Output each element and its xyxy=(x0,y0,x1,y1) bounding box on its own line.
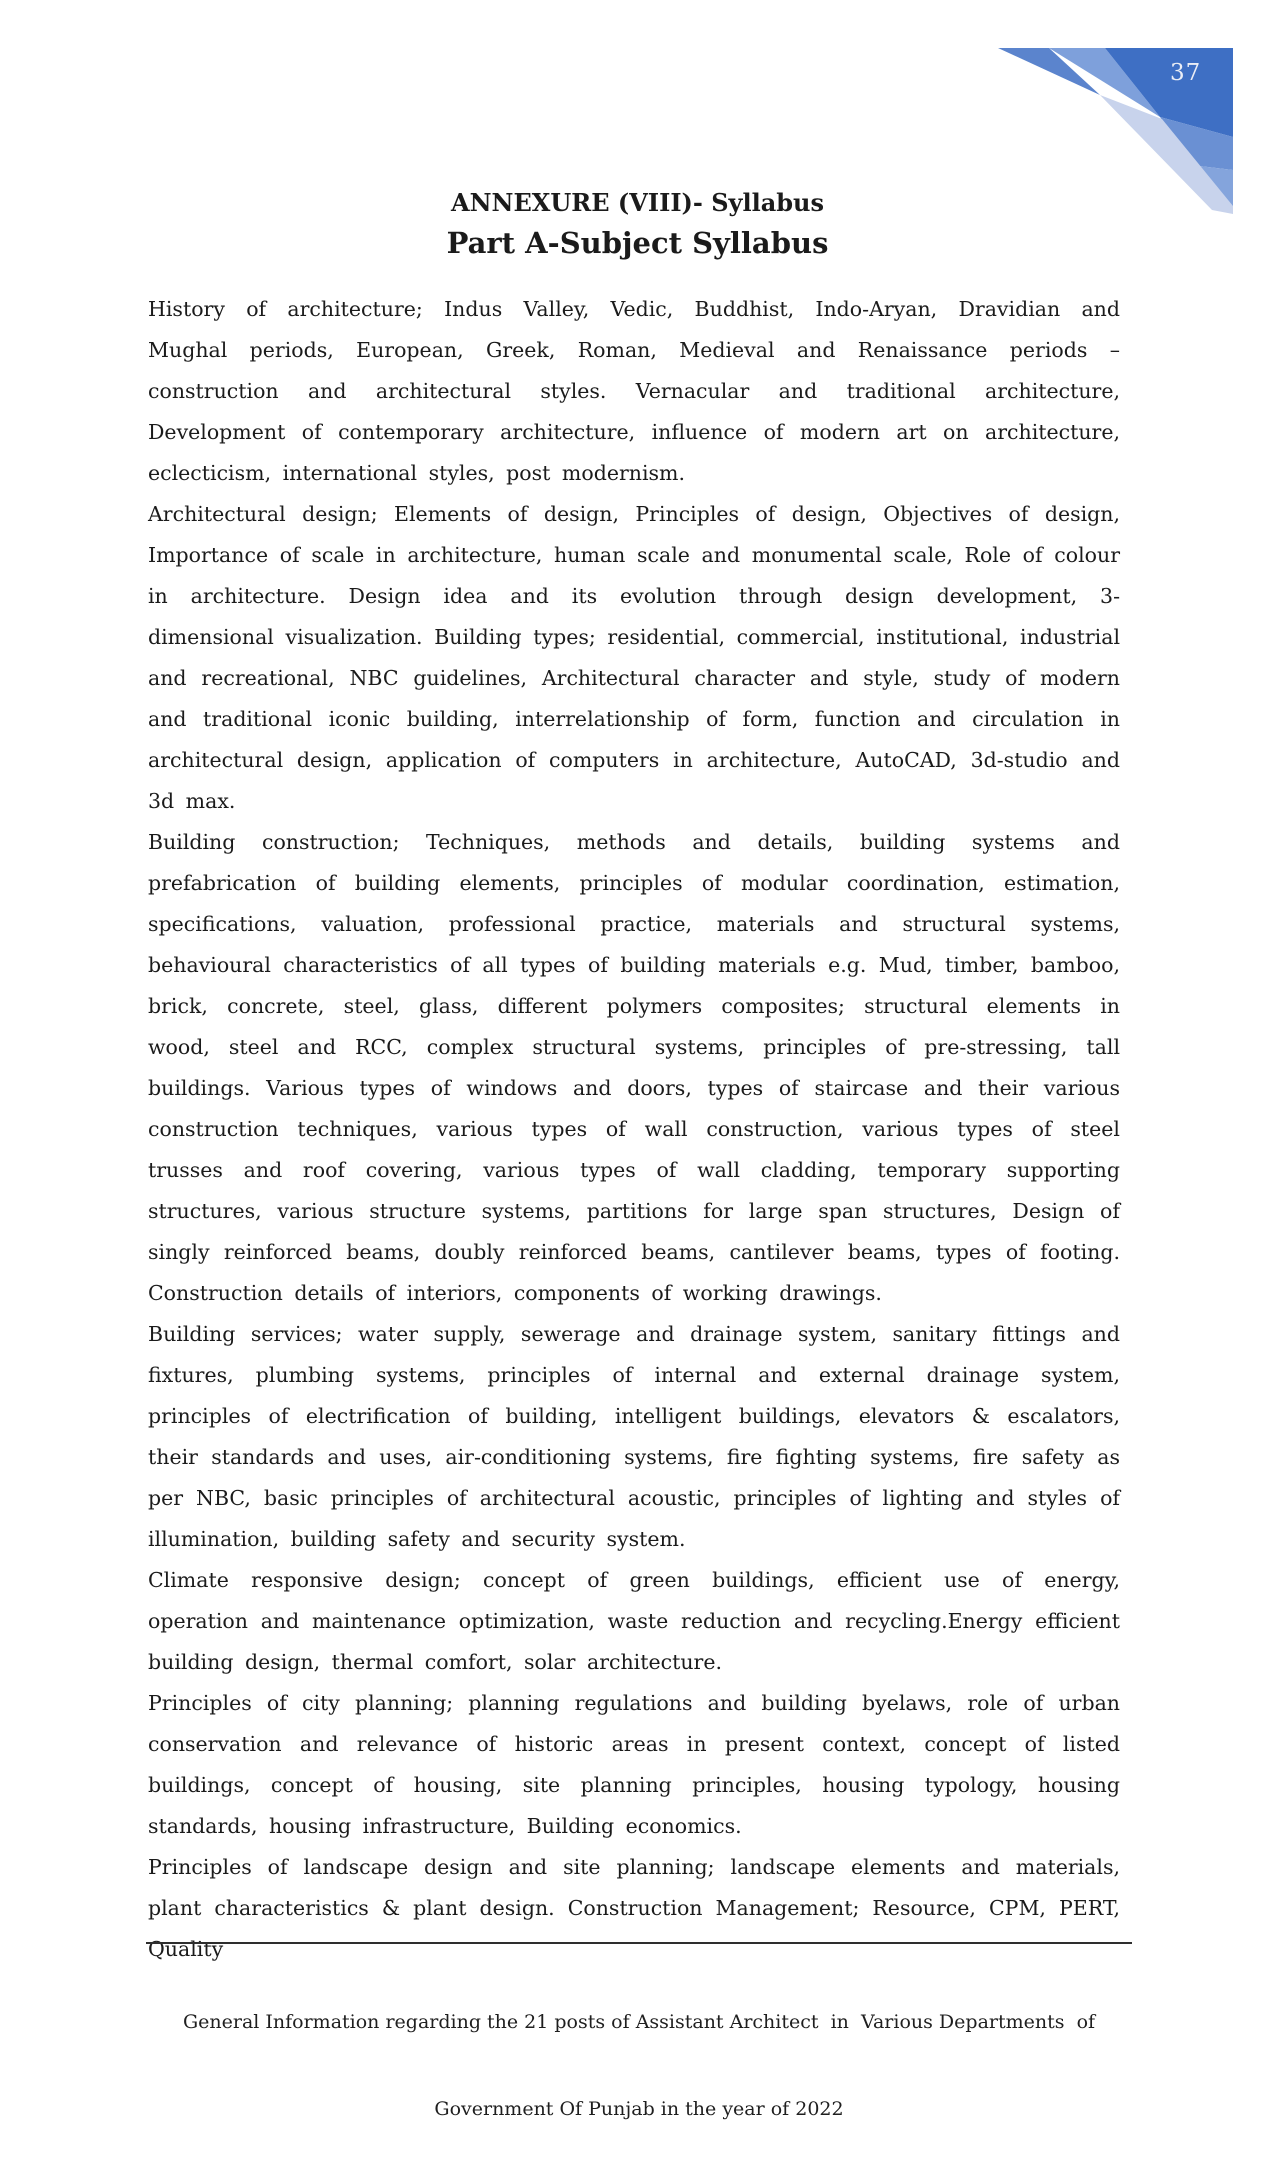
syllabus-body xyxy=(148,289,1120,1970)
part-a-heading: Part A-Subject Syllabus xyxy=(446,226,829,260)
page-footer xyxy=(146,1942,1132,2182)
paragraph-building-services: Building services; water supply, sewerage and drainage system, sanitary fittings and fixtures, plumbing systems, principles of internal and external drainage system, principles of electrification of building, intelligent buildings, elevators & escalators, their standards and uses, air-conditioning systems, fire fighting systems, fire safety as per NBC, basic principles of architectural acoustic, principles of lighting and styles of illumination, building safety and security system. xyxy=(148,1322,1120,1551)
paragraph-landscape-design: Principles of landscape design and site planning; landscape elements and materials, plant characteristics & plant design. Construction Management; Resource, CPM, PERT, Quality xyxy=(148,1855,1120,1961)
footer-line-2: Government Of Punjab in the year of 2022 xyxy=(434,2098,844,2120)
paragraph-climate-responsive-design: Climate responsive design; concept of green buildings, efficient use of energy, operation and maintenance optimization, waste reduction and recycling.Energy efficient building design, thermal comfort, solar architecture. xyxy=(148,1568,1120,1674)
footer-line-1: General Information regarding the 21 posts of Assistant Architect in Various Departments of xyxy=(182,2011,1096,2033)
paragraph-architectural-design: Architectural design; Elements of design, Principles of design, Objectives of design, Importance of scale in architecture, human scale and monumental scale, Role of colour in architecture. Design idea and its evolution through design development, 3-dimensional visualization. Building types; residential, commercial, institutional, industrial and recreational, NBC guidelines, Architectural character and style, study of modern and traditional iconic building, interrelationship of form, function and circulation in architectural design, application of computers in architecture, AutoCAD, 3d-studio and 3d max. xyxy=(148,502,1120,813)
page-number: 37 xyxy=(1170,60,1202,86)
paragraph-building-construction: Building construction; Techniques, methods and details, building systems and prefabrication of building elements, principles of modular coordination, estimation, specifications, valuation, professional practice, materials and structural systems, behavioural characteristics of all types of building materials e.g. Mud, timber, bamboo, brick, concrete, steel, glass, different polymers composites; structural elements in wood, steel and RCC, complex structural systems, principles of pre-stressing, tall buildings. Various types of windows and doors, types of staircase and their various construction techniques, various types of wall construction, various types of steel trusses and roof covering, various types of wall cladding, temporary supporting structures, various structure systems, partitions for large span structures, Design of singly reinforced beams, doubly reinforced beams, cantilever beams, types of footing. Construction details of interiors, components of working drawings. xyxy=(148,830,1120,1305)
paragraph-city-planning: Principles of city planning; planning regulations and building byelaws, role of urban conservation and relevance of historic areas in present context, concept of listed buildings, concept of housing, site planning principles, housing typology, housing standards, housing infrastructure, Building economics. xyxy=(148,1691,1120,1838)
annexure-heading: ANNEXURE (VIII)- Syllabus xyxy=(450,188,825,217)
paragraph-history-of-architecture: History of architecture; Indus Valley, Vedic, Buddhist, Indo-Aryan, Dravidian and Mughal periods, European, Greek, Roman, Medieval and Renaissance periods – construction and architectural styles. Vernacular and traditional architecture, Development of contemporary architecture, influence of modern art on architecture, eclecticism, international styles, post modernism. xyxy=(148,297,1120,485)
